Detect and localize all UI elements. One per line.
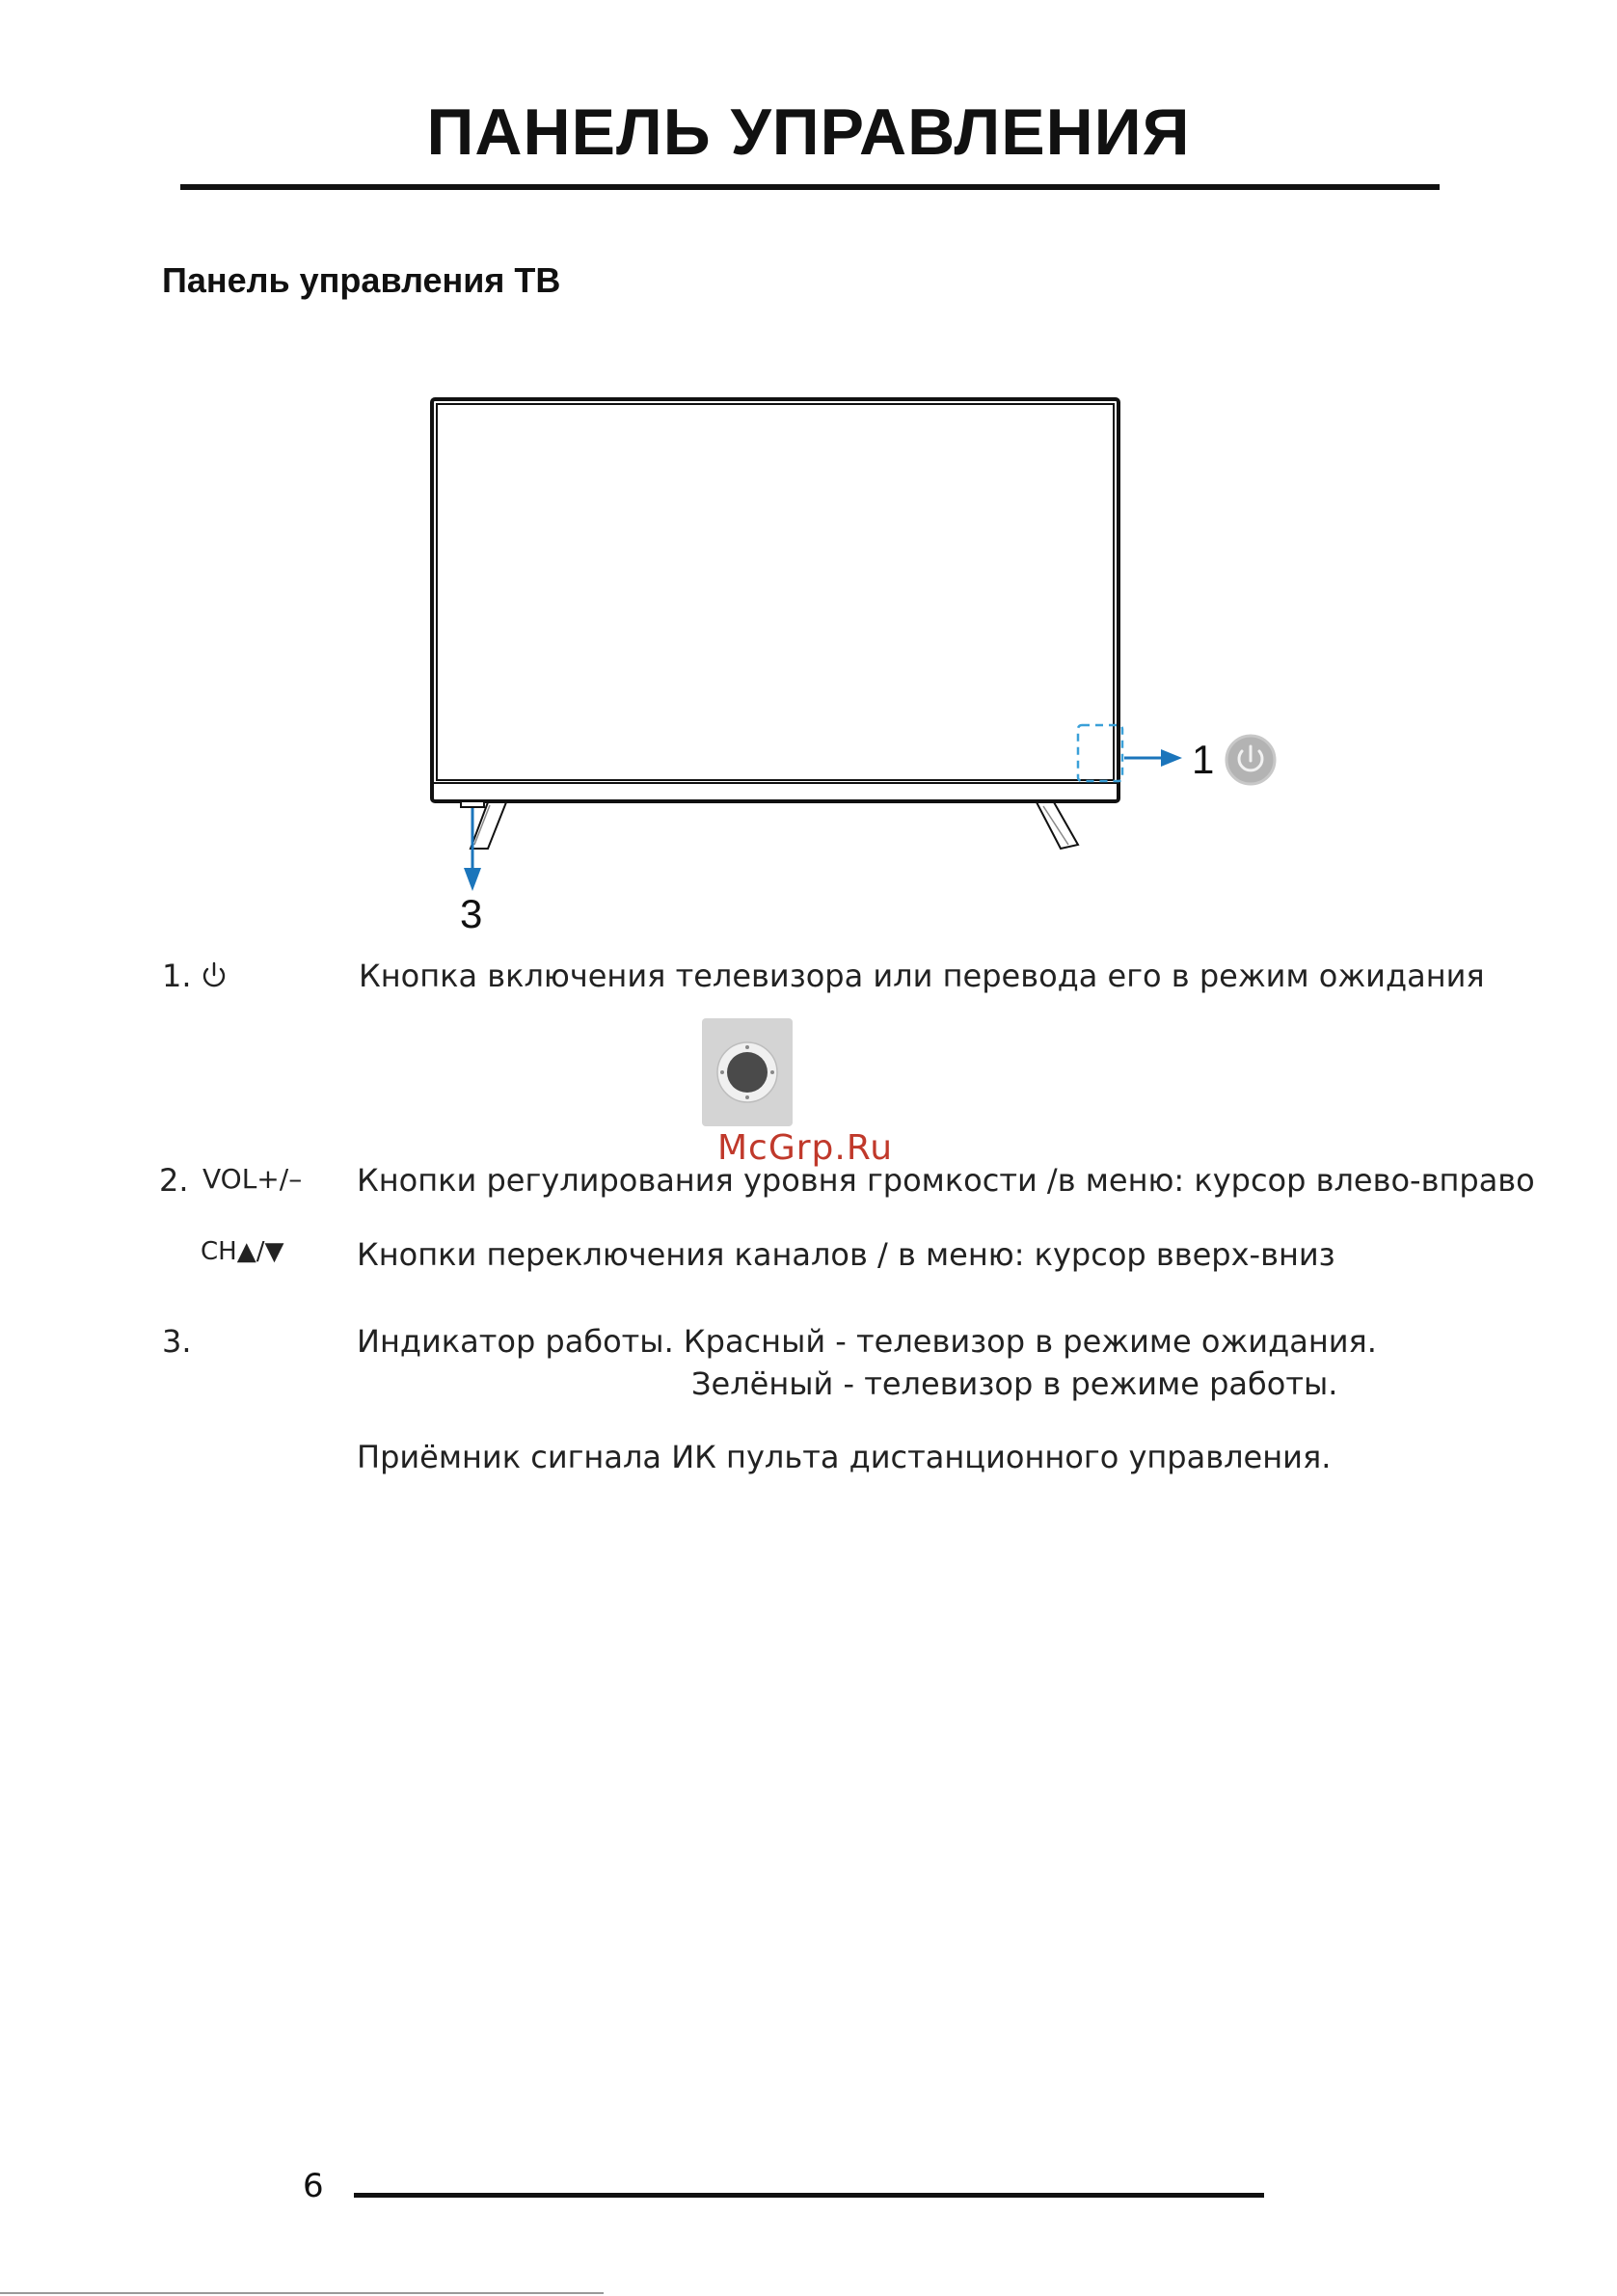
page-title: ПАНЕЛЬ УПРАВЛЕНИЯ (426, 95, 1191, 169)
page-number: 6 (303, 2167, 324, 2205)
item-3-description-3: Приёмник сигнала ИК пульта дистанционного управления. (357, 1439, 1332, 1475)
control-area-highlight (1078, 725, 1122, 781)
tv-stand-left (471, 802, 506, 849)
item-2b-description: Кнопки переключения каналов / в меню: курсор вверх-вниз (357, 1236, 1335, 1273)
item-3-number: 3. (162, 1323, 192, 1360)
tv-diagram (0, 0, 1617, 964)
callout-arrow-1 (1124, 749, 1182, 767)
watermark: McGrp.Ru (717, 1128, 894, 1168)
power-icon (201, 960, 228, 989)
ch-symbol: CH▲/▼ (201, 1237, 284, 1266)
tv-stand-right (1037, 802, 1078, 849)
item-1-number: 1. (162, 958, 192, 994)
indicator-sensor (461, 801, 484, 807)
callout-3-label: 3 (460, 891, 483, 936)
bottom-edge-line (0, 2292, 604, 2294)
item-2-description: Кнопки регулирования уровня громкости /в меню: курсор влево-вправо (357, 1162, 1535, 1199)
vol-symbol: VOL+/– (202, 1163, 303, 1195)
item-2-number: 2. (159, 1162, 189, 1199)
footer-divider (354, 2193, 1264, 2198)
callout-1-label: 1 (1192, 737, 1215, 782)
joystick-illustration (702, 1018, 793, 1126)
tv-frame (432, 399, 1118, 801)
power-button-icon (1226, 736, 1275, 784)
section-subtitle: Панель управления ТВ (162, 260, 561, 300)
item-1-description: Кнопка включения телевизора или перевода его в режим ожидания (359, 958, 1485, 994)
item-3-description: Индикатор работы. Красный - телевизор в режиме ожидания. (357, 1323, 1377, 1360)
item-3-description-2: Зелёный - телевизор в режиме работы. (691, 1365, 1338, 1402)
